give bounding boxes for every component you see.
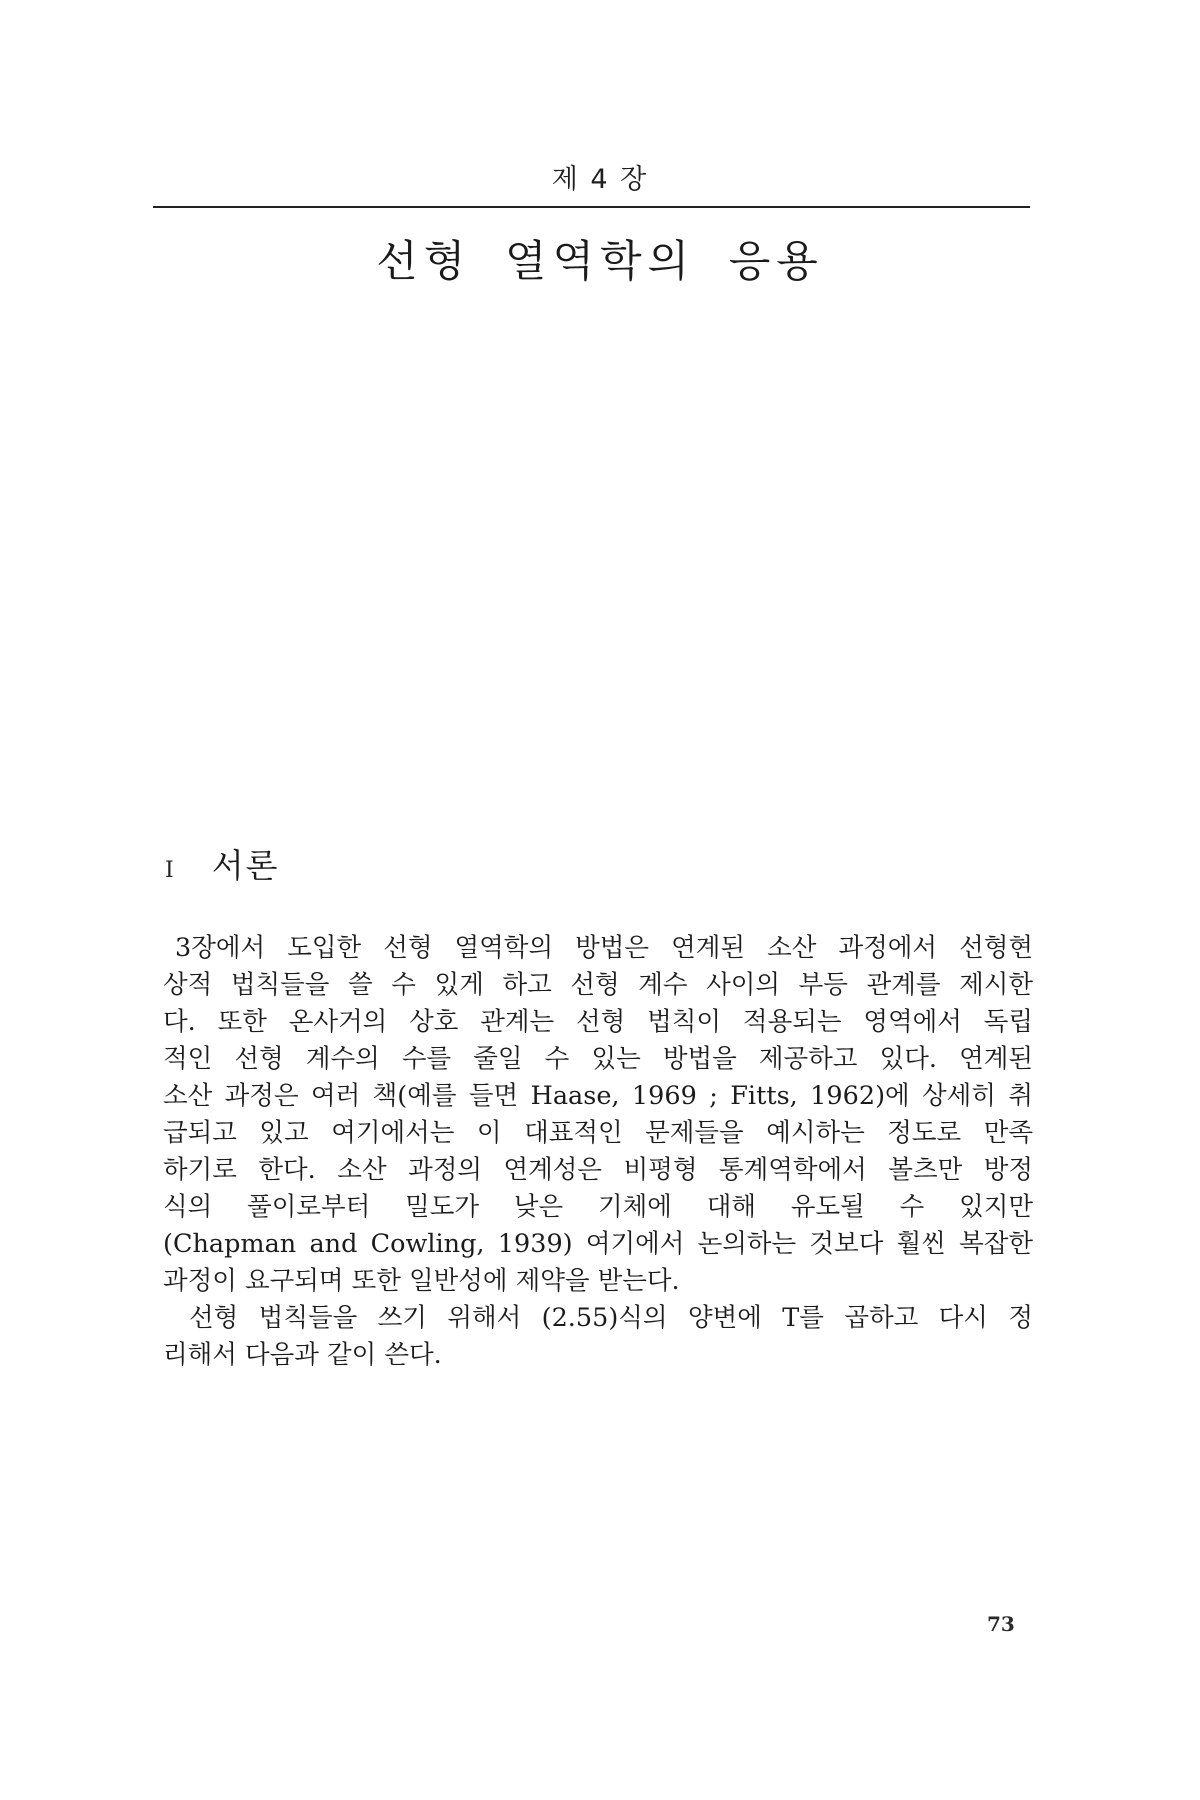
section-heading — [165, 840, 279, 887]
paragraph-line: 과정이 요구되며 또한 일반성에 제약을 받는다. — [163, 1266, 680, 1296]
chapter-divider — [153, 206, 1030, 208]
paragraph-line: 리해서 다음과 같이 쓴다. — [163, 1340, 442, 1370]
body-text — [163, 930, 1033, 1374]
chapter-label: 제 4 장 — [551, 164, 649, 195]
paragraph-line: 3장에서 도입한 선형 열역학의 방법은 연계된 소산 과정에서 선형현 — [175, 933, 1033, 963]
paragraph-line: 상적 법칙들을 쓸 수 있게 하고 선형 계수 사이의 부등 관계를 제시한 — [163, 970, 1033, 1000]
page-number: 73 — [987, 1612, 1015, 1636]
paragraph-line: 식의 풀이로부터 밀도가 낮은 기체에 대해 유도될 수 있지만 — [163, 1192, 1033, 1222]
paragraph-line: (Chapman and Cowling, 1939) 여기에서 논의하는 것보다 훨씬 복잡한 — [163, 1229, 1033, 1259]
section-number: I — [165, 858, 174, 883]
paragraph-line: 선형 법칙들을 쓰기 위해서 (2.55)식의 양변에 T를 곱하고 다시 정 — [189, 1303, 1033, 1333]
paragraph-line: 적인 선형 계수의 수를 줄일 수 있는 방법을 제공하고 있다. 연계된 — [163, 1044, 1033, 1074]
paragraph-line: 소산 과정은 여러 책(예를 들면 Haase, 1969 ; Fitts, 1962)에 상세히 취 — [163, 1081, 1033, 1111]
paragraph-line: 다. 또한 온사거의 상호 관계는 선형 법칙이 적용되는 영역에서 독립 — [163, 1007, 1033, 1037]
section-title: 서론 — [211, 846, 280, 885]
paragraph-line: 급되고 있고 여기에서는 이 대표적인 문제들을 예시하는 정도로 만족 — [163, 1118, 1033, 1148]
paragraph-line: 하기로 한다. 소산 과정의 연계성은 비평형 통계역학에서 볼츠만 방정 — [163, 1155, 1033, 1185]
chapter-title: 선형 열역학의 응용 — [376, 237, 824, 287]
